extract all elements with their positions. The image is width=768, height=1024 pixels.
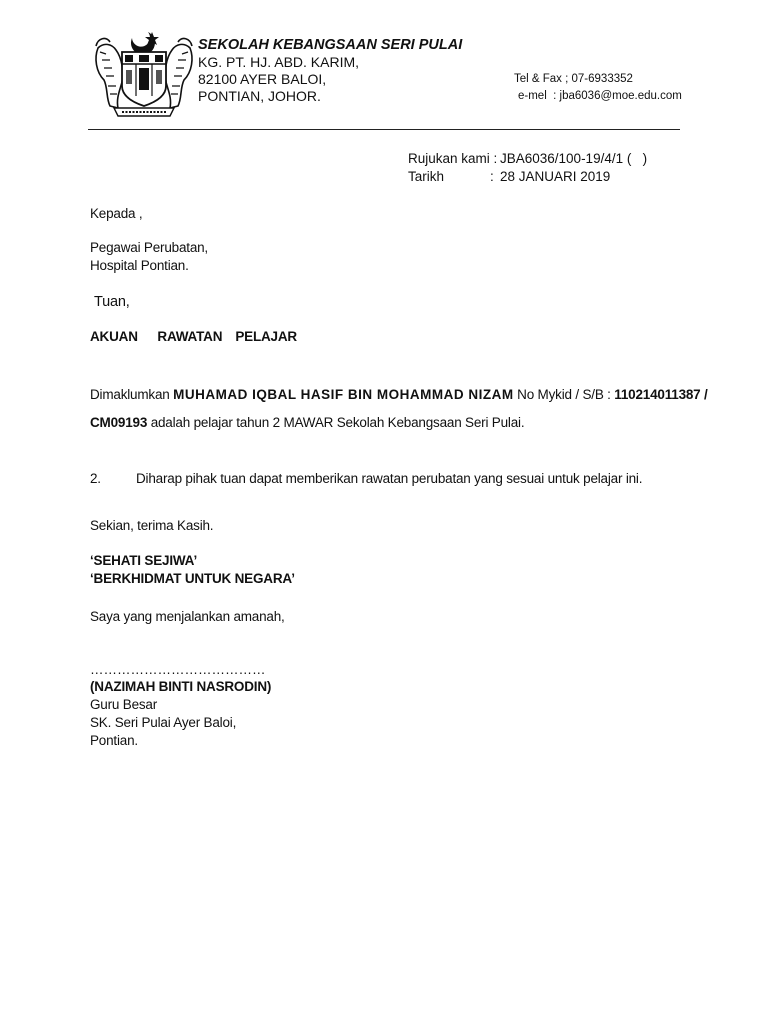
motto-block bbox=[90, 552, 295, 588]
reference-block bbox=[408, 150, 647, 186]
address-line-1: KG. PT. HJ. ABD. KARIM, bbox=[198, 54, 360, 70]
header-divider bbox=[88, 129, 680, 130]
recipient-line-2: Hospital Pontian. bbox=[90, 258, 189, 273]
paragraph-2-text: Diharap pihak tuan dapat memberikan rawatan perubatan yang sesuai untuk pelajar ini. bbox=[136, 471, 643, 486]
ref-value: JBA6036/100-19/4/1 ( ) bbox=[500, 151, 648, 166]
student-name: MUHAMAD IQBAL HASIF BIN MOHAMMAD NIZAM bbox=[173, 387, 514, 402]
motto-2: ‘BERKHIDMAT UNTUK NEGARA’ bbox=[90, 571, 295, 586]
signatory-title: Guru Besar bbox=[90, 697, 158, 712]
para1-prefix: Dimaklumkan bbox=[90, 387, 174, 402]
paragraph-1-line-1 bbox=[90, 386, 708, 404]
letter-subject: AKUAN RAWATAN PELAJAR bbox=[90, 329, 297, 344]
date-separator: : bbox=[490, 169, 494, 184]
recipient-line-1: Pegawai Perubatan, bbox=[90, 240, 208, 255]
birth-cert-number: CM09193 bbox=[90, 415, 148, 430]
trust-line: Saya yang menjalankan amanah, bbox=[90, 609, 285, 624]
signatory-org: SK. Seri Pulai Ayer Baloi, bbox=[90, 715, 237, 730]
signature-block bbox=[90, 678, 271, 750]
school-name: SEKOLAH KEBANGSAAN SERI PULAI bbox=[198, 37, 463, 53]
recipient-block bbox=[90, 239, 208, 275]
mykid-value: 110214011387 / bbox=[614, 387, 708, 402]
ref-label: Rujukan kami : bbox=[408, 151, 498, 166]
para1-rest: adalah pelajar tahun 2 MAWAR Sekolah Kebangsaan Seri Pulai. bbox=[147, 415, 525, 430]
tel-fax-text: Tel & Fax ; 07-6933352 bbox=[514, 73, 633, 85]
paragraph-1-line-2 bbox=[90, 414, 524, 432]
malaysia-coat-of-arms-icon bbox=[92, 28, 196, 120]
closing-text: Sekian, terima Kasih. bbox=[90, 518, 214, 533]
greeting: Tuan, bbox=[94, 294, 130, 310]
salutation-to: Kepada , bbox=[90, 206, 143, 221]
signatory-name: (NAZIMAH BINTI NASRODIN) bbox=[90, 679, 272, 694]
school-address-block bbox=[198, 37, 462, 105]
signatory-place: Pontian. bbox=[90, 733, 138, 748]
paragraph-number: 2. bbox=[90, 471, 101, 486]
paragraph-2 bbox=[90, 470, 642, 488]
address-line-3: PONTIAN, JOHOR. bbox=[198, 88, 321, 104]
email-text: e-mel : jba6036@moe.edu.com bbox=[518, 90, 682, 102]
date-label: Tarikh bbox=[408, 169, 445, 184]
date-value: 28 JANUARI 2019 bbox=[500, 169, 611, 184]
motto-1: ‘SEHATI SEJIWA’ bbox=[90, 553, 198, 568]
signature-line: ………………………………… bbox=[90, 662, 266, 677]
address-line-2: 82100 AYER BALOI, bbox=[198, 71, 327, 87]
reference-row bbox=[408, 150, 647, 168]
date-row bbox=[408, 168, 647, 186]
mykid-label: No Mykid / S/B : bbox=[513, 387, 615, 402]
